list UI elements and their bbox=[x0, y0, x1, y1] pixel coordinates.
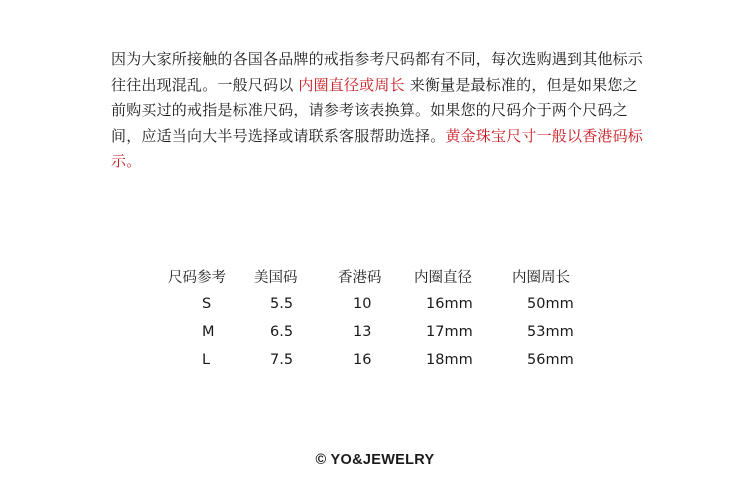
header-inner-circumference: 内圈周长 bbox=[512, 269, 570, 286]
intro-highlight-measure: 内圈直径或周长 bbox=[298, 75, 405, 94]
cell-circumference: 56mm bbox=[527, 352, 574, 368]
intro-text-1: 因为大家所接触的各国各品牌的戒指参考尺码都有不同，每次选购遇到其他标示往往出现混乱。一般尺码以 bbox=[111, 50, 644, 94]
cell-us: 5.5 bbox=[270, 296, 294, 312]
cell-us: 6.5 bbox=[270, 324, 294, 340]
cell-circumference: 53mm bbox=[527, 324, 574, 340]
cell-diameter: 18mm bbox=[426, 352, 473, 368]
header-inner-diameter: 内圈直径 bbox=[414, 269, 472, 286]
ring-size-table bbox=[168, 262, 606, 374]
header-us-size: 美国码 bbox=[254, 269, 298, 286]
intro-highlight-hk-size: 黄金珠宝尺寸一般以香港码标示。 bbox=[111, 126, 644, 170]
table-row bbox=[168, 290, 606, 318]
cell-size: M bbox=[202, 324, 215, 340]
table-header-row bbox=[168, 262, 606, 290]
cell-diameter: 17mm bbox=[426, 324, 473, 340]
cell-size: L bbox=[202, 352, 211, 368]
table-row bbox=[168, 346, 606, 374]
cell-us: 7.5 bbox=[270, 352, 294, 368]
copyright-footer: © YO&JEWELRY bbox=[315, 452, 435, 468]
cell-diameter: 16mm bbox=[426, 296, 473, 312]
intro-paragraph bbox=[111, 47, 646, 175]
header-hk-size: 香港码 bbox=[338, 269, 382, 286]
cell-circumference: 50mm bbox=[527, 296, 574, 312]
cell-size: S bbox=[202, 296, 212, 312]
intro-text-2: 来衡量是最标准的，但是如果您之前购买过的戒指是标准尺码，请参考该表换算。如果您的尺码介于两个尺码之间，应适当向大半号选择或请联系客服帮助选择。 bbox=[111, 75, 638, 145]
table-row bbox=[168, 318, 606, 346]
cell-hk: 16 bbox=[353, 352, 372, 368]
cell-hk: 13 bbox=[353, 324, 372, 340]
cell-hk: 10 bbox=[353, 296, 372, 312]
header-size-ref: 尺码参考 bbox=[168, 269, 226, 286]
